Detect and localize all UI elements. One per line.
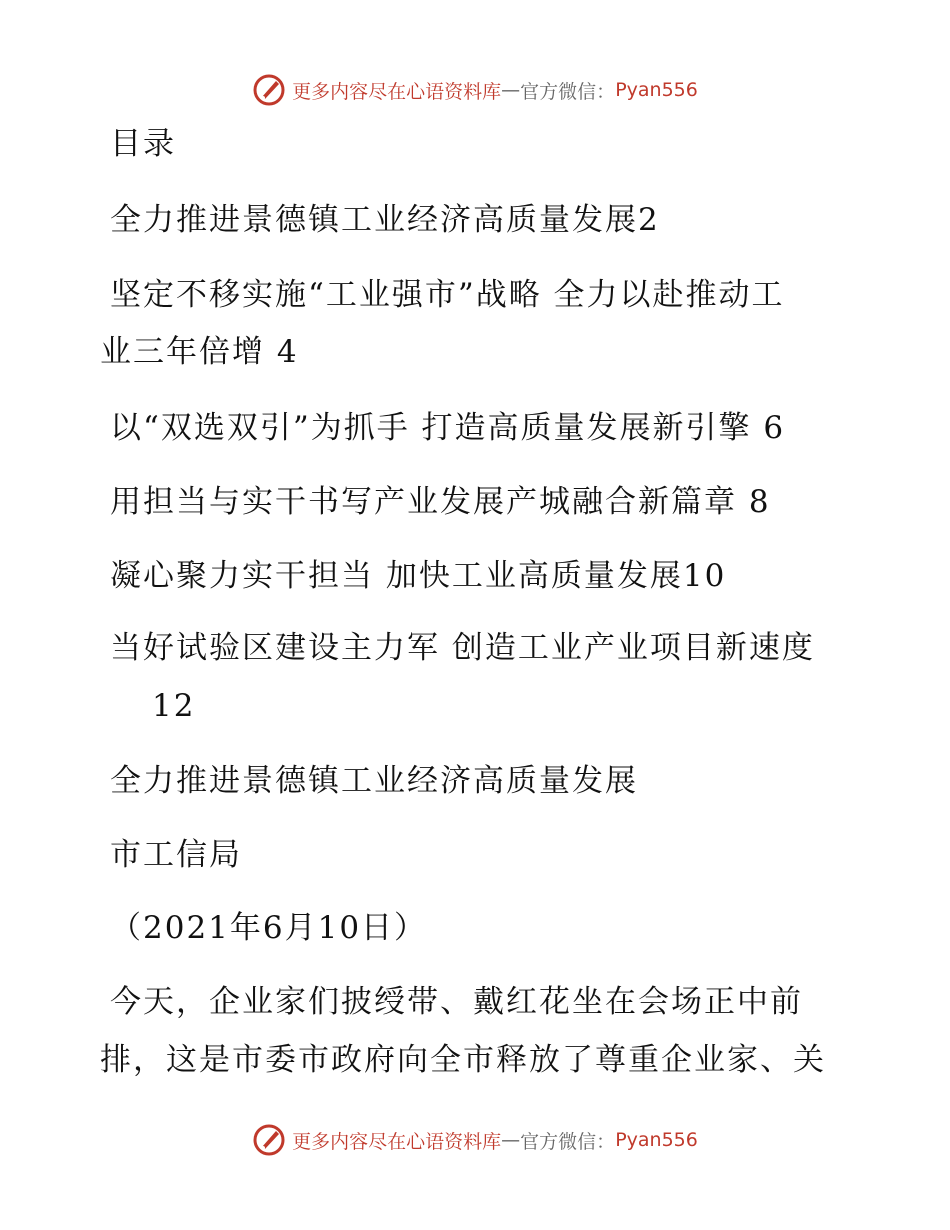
watermark-wechat-label: 官方微信： (520, 1130, 616, 1153)
article-body-line-1: 今天，企业家们披绶带、戴红花坐在会场正中前 (110, 984, 803, 1020)
watermark-wechat-id: Pyan556 (615, 1129, 698, 1151)
toc-entry-4[interactable]: 用担当与实干书写产业发展产城融合新篇章 8 (110, 484, 771, 520)
watermark-text: 更多内容尽在心语资料库 (292, 80, 502, 103)
article-title: 全力推进景德镇工业经济高质量发展 (110, 763, 638, 799)
watermark-dash: — (501, 79, 521, 101)
watermark-banner-top (0, 70, 950, 110)
toc-entry-6-continued[interactable]: 12 (152, 688, 196, 724)
article-author: 市工信局 (110, 837, 242, 873)
toc-entry-6[interactable]: 当好试验区建设主力军 创造工业产业项目新速度 (110, 630, 815, 666)
watermark-text: 更多内容尽在心语资料库 (292, 1130, 502, 1153)
pen-logo-icon (252, 73, 286, 107)
toc-entry-1[interactable]: 全力推进景德镇工业经济高质量发展2 (110, 202, 660, 238)
pen-logo-icon (252, 1123, 286, 1157)
toc-entry-2-continued[interactable]: 业三年倍增 4 (100, 334, 299, 370)
article-body-line-2: 排，这是市委市政府向全市释放了尊重企业家、关 (100, 1042, 826, 1078)
watermark-wechat-label: 官方微信： (520, 80, 616, 103)
toc-entry-3[interactable]: 以“双选双引”为抓手 打造高质量发展新引擎 6 (110, 410, 786, 446)
toc-entry-5[interactable]: 凝心聚力实干担当 加快工业高质量发展10 (110, 558, 727, 594)
watermark-wechat-id: Pyan556 (615, 79, 698, 101)
watermark-dash: — (501, 1129, 521, 1151)
article-date: （2021年6月10日） (110, 910, 428, 946)
toc-entry-2[interactable]: 坚定不移实施“工业强市”战略 全力以赴推动工 (110, 277, 785, 313)
watermark-banner-bottom (0, 1120, 950, 1160)
toc-heading: 目录 (110, 126, 176, 162)
